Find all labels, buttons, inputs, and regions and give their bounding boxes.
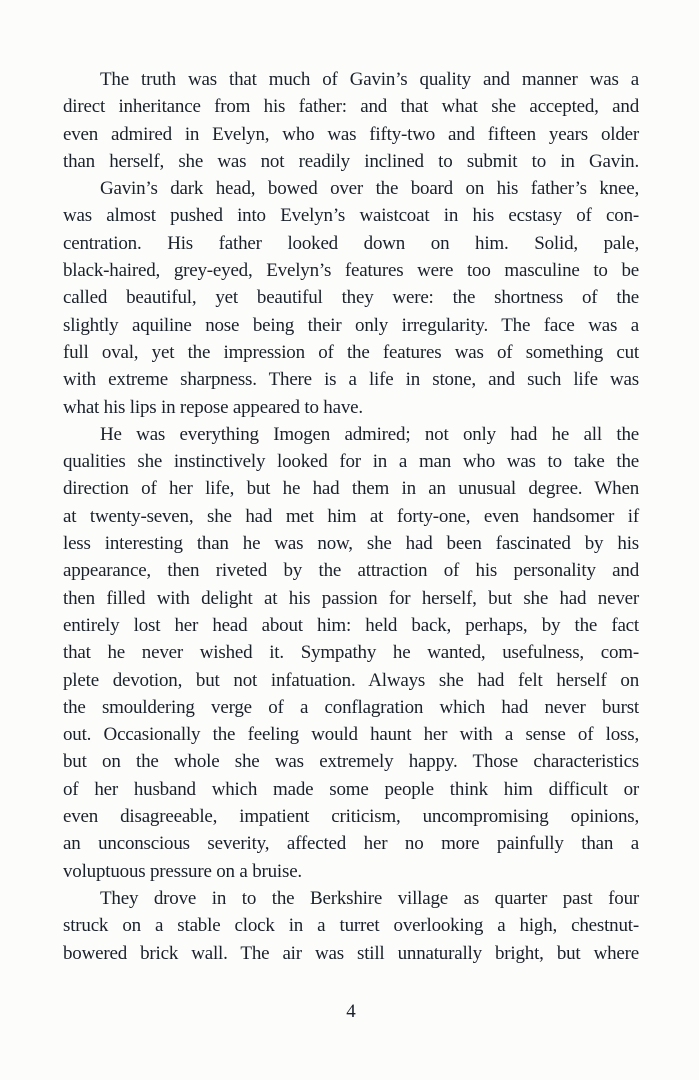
text-line: out. Occasionally the feeling would haunt her with a sense of loss, [63, 724, 639, 746]
text-line: then filled with delight at his passion for herself, but she had never [63, 587, 639, 609]
text-line: centration. His father looked down on him. Solid, pale, [63, 232, 639, 254]
text-line: direction of her life, but he had them in an unusual degree. When [63, 478, 639, 500]
paragraph [63, 175, 639, 421]
text-line: appearance, then riveted by the attraction of his personality and [63, 560, 639, 582]
text-line: was almost pushed into Evelyn’s waistcoat in his ecstasy of con- [63, 205, 639, 227]
text-line: even disagreeable, impatient criticism, uncompromising opinions, [63, 806, 639, 828]
text-line: entirely lost her head about him: held back, perhaps, by the fact [63, 614, 639, 636]
text-line: what his lips in repose appeared to have. [63, 396, 363, 418]
text-line: called beautiful, yet beautiful they were: the shortness of the [63, 287, 639, 309]
text-line: less interesting than he was now, she had been fascinated by his [63, 533, 639, 555]
text-line: an unconscious severity, affected her no more painfully than a [63, 833, 639, 855]
text-line: qualities she instinctively looked for in a man who was to take the [63, 451, 639, 473]
text-line: Gavin’s dark head, bowed over the board on his father’s knee, [100, 178, 639, 200]
paragraph [63, 66, 639, 175]
text-line: voluptuous pressure on a bruise. [63, 860, 302, 882]
text-line: struck on a stable clock in a turret overlooking a high, chestnut- [63, 915, 639, 937]
paragraph [63, 885, 639, 967]
text-line: He was everything Imogen admired; not only had he all the [100, 423, 639, 445]
text-line: than herself, she was not readily inclined to submit to in Gavin. [63, 150, 639, 172]
paragraph [63, 421, 639, 885]
page-number: 4 [346, 1001, 356, 1022]
text-line: that he never wished it. Sympathy he wanted, usefulness, com- [63, 642, 639, 664]
text-line: the smouldering verge of a conflagration which had never burst [63, 696, 639, 718]
text-line: full oval, yet the impression of the features was of something cut [63, 341, 639, 363]
text-line: They drove in to the Berkshire village as quarter past four [100, 887, 639, 909]
text-line: slightly aquiline nose being their only irregularity. The face was a [63, 314, 639, 336]
text-line: even admired in Evelyn, who was fifty-two and fifteen years older [63, 123, 639, 145]
text-line: with extreme sharpness. There is a life in stone, and such life was [63, 369, 639, 391]
text-line: at twenty-seven, she had met him at forty-one, even handsomer if [63, 505, 639, 527]
text-line: bowered brick wall. The air was still unnaturally bright, but where [63, 942, 639, 964]
text-line: direct inheritance from his father: and that what she accepted, and [63, 96, 639, 118]
body-text [63, 66, 639, 967]
text-line: The truth was that much of Gavin’s quality and manner was a [100, 69, 639, 90]
text-line: plete devotion, but not infatuation. Always she had felt herself on [63, 669, 639, 691]
text-line: black-haired, grey-eyed, Evelyn’s features were too masculine to be [63, 260, 639, 282]
text-line: of her husband which made some people think him difficult or [63, 778, 639, 800]
text-line: but on the whole she was extremely happy. Those characteristics [63, 751, 639, 773]
